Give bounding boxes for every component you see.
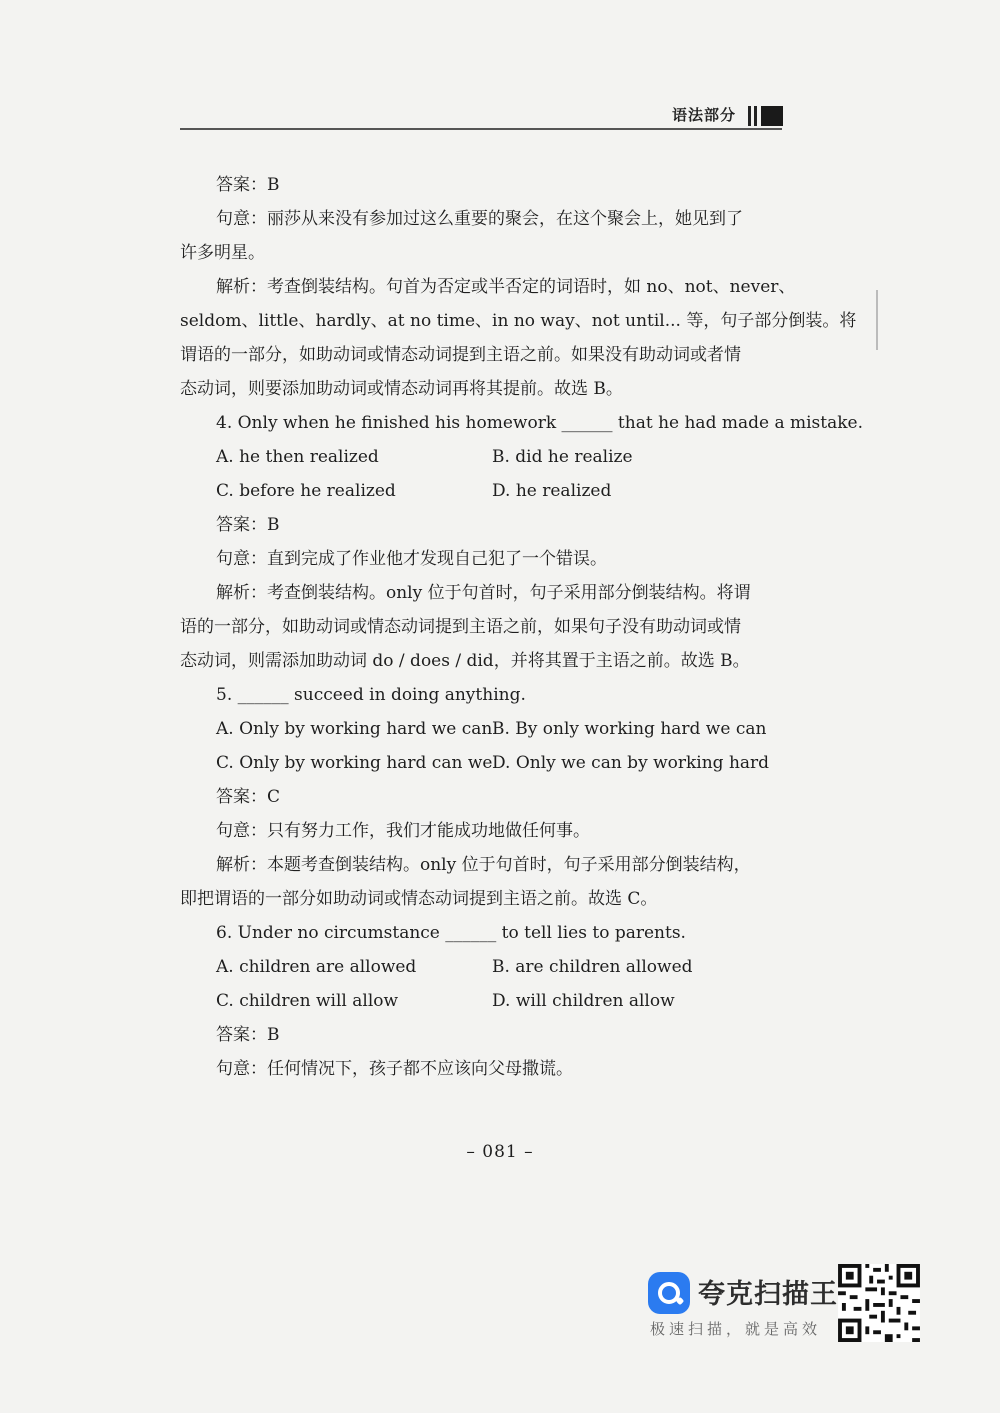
option-b: B. did he realize: [492, 447, 633, 467]
header-block: [761, 106, 783, 126]
analysis-line: 解析：本题考查倒装结构。only 位于句首时，句子采用部分倒装结构，: [216, 855, 751, 875]
header-bar: [754, 106, 757, 126]
option-d: D. he realized: [492, 481, 612, 501]
option-c: C. children will allow: [216, 991, 399, 1011]
option-a: A. children are allowed: [216, 957, 417, 977]
header-rule: [180, 128, 782, 130]
answer-line: 答案：B: [216, 1025, 280, 1045]
meaning-line: 句意：丽莎从来没有参加过这么重要的聚会，在这个聚会上，她见到了: [216, 209, 743, 229]
option-a: A. he then realized: [216, 447, 379, 467]
answer-line: 答案：B: [216, 515, 280, 535]
option-a: A. Only by working hard we can: [216, 719, 493, 739]
scan-artifact-mark: [876, 290, 878, 350]
options-row: [180, 712, 786, 746]
option-b: B. are children allowed: [492, 957, 693, 977]
scanner-brand-slogan: 极速扫描，就是高效: [650, 1320, 822, 1338]
analysis-line: 即把谓语的一部分如助动词或情态动词提到主语之前。故选 C。: [180, 889, 658, 909]
analysis-line: 态动词，则需添加助动词 do / does / did，并将其置于主语之前。故选 B。: [180, 651, 750, 671]
analysis-line: 解析：考查倒装结构。句首为否定或半否定的词语时，如 no、not、never、: [216, 277, 796, 297]
question-5: 5. ______ succeed in doing anything.: [216, 685, 526, 705]
options-row: [180, 746, 786, 780]
answer-line: 答案：C: [216, 787, 281, 807]
page-content: [180, 168, 864, 1086]
option-d: D. will children allow: [492, 991, 675, 1011]
page-number: – 081 –: [466, 1142, 534, 1162]
header-section-title: 语法部分: [672, 106, 737, 124]
answer-line: 答案：B: [216, 175, 280, 195]
analysis-line: 语的一部分，如助动词或情态动词提到主语之前，如果句子没有助动词或情: [180, 617, 741, 637]
option-d: D. Only we can by working hard: [492, 753, 770, 773]
options-row: [180, 984, 786, 1018]
scanner-brand-name: 夸克扫描王: [698, 1279, 838, 1310]
analysis-line: 态动词，则要添加助动词或情态动词再将其提前。故选 B。: [180, 379, 623, 399]
option-c: C. before he realized: [216, 481, 396, 501]
analysis-line: 解析：考查倒装结构。only 位于句首时，句子采用部分倒装结构。将谓: [216, 583, 751, 603]
analysis-line: 谓语的一部分，如助动词或情态动词提到主语之前。如果没有助动词或者情: [180, 345, 741, 365]
header-bar: [748, 106, 751, 126]
analysis-line: seldom、little、hardly、at no time、in no way、not until... 等，句子部分倒装。将: [180, 311, 857, 331]
question-6: 6. Under no circumstance ______ to tell lies to parents.: [216, 923, 686, 943]
question-4: 4. Only when he finished his homework ______ that he had made a mistake.: [216, 413, 864, 433]
options-row: [180, 950, 786, 984]
meaning-line: 许多明星。: [180, 243, 265, 263]
options-row: [180, 474, 786, 508]
qr-code-icon: [838, 1264, 920, 1342]
meaning-line: 句意：只有努力工作，我们才能成功地做任何事。: [216, 821, 590, 841]
meaning-line: 句意：直到完成了作业他才发现自己犯了一个错误。: [216, 549, 607, 569]
meaning-line: 句意：任何情况下，孩子都不应该向父母撒谎。: [216, 1059, 573, 1079]
option-b: B. By only working hard we can: [492, 719, 767, 739]
options-row: [180, 440, 786, 474]
option-c: C. Only by working hard can we: [216, 753, 493, 773]
